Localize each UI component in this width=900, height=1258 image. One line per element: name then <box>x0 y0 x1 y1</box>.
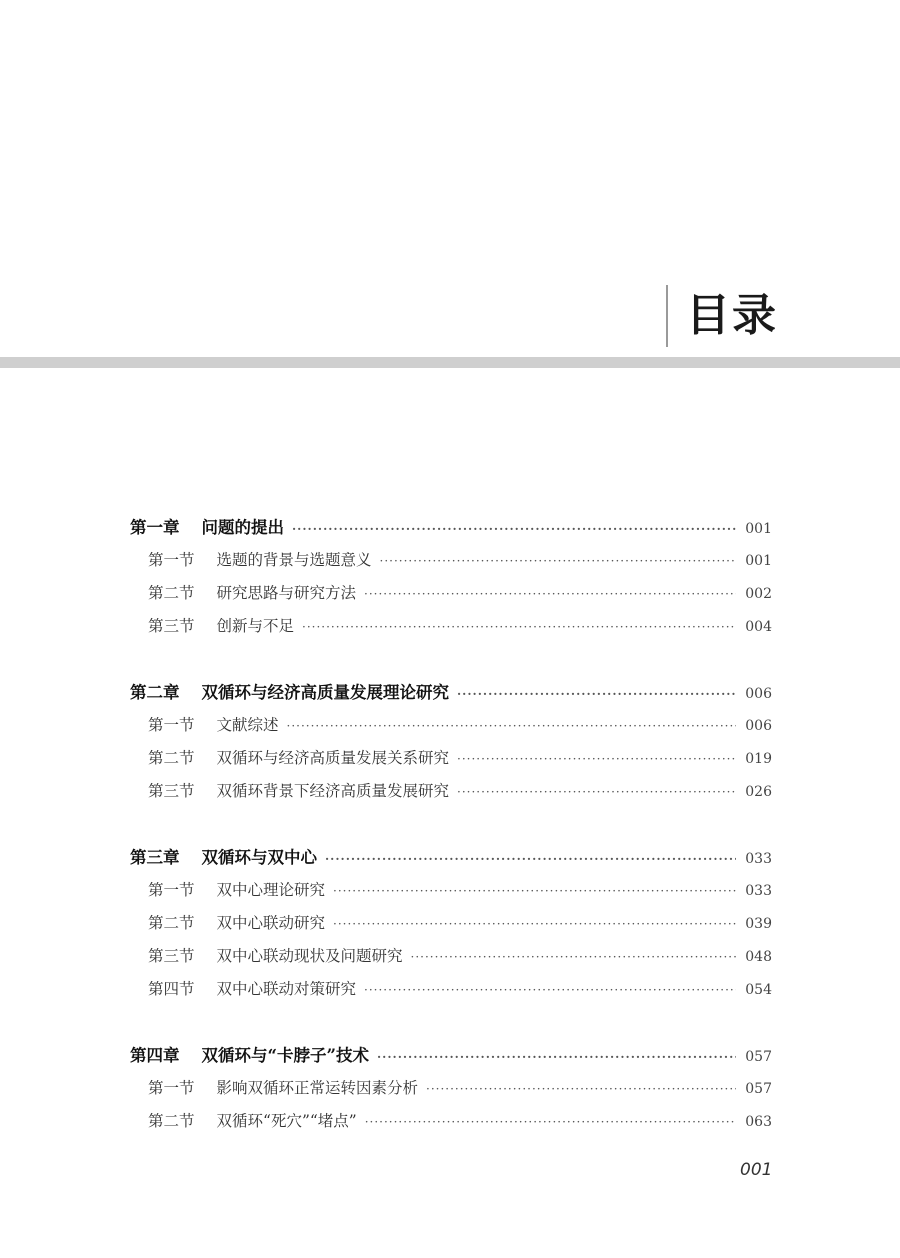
toc-section-3-3[interactable] <box>130 940 772 973</box>
dot-leader <box>411 941 736 974</box>
section-title: 双中心理论研究 <box>216 881 326 899</box>
section-page: 063 <box>745 1114 772 1130</box>
chapter-number: 第三章 <box>130 848 180 867</box>
toc-section-2-3[interactable] <box>130 775 772 808</box>
section-number: 第二节 <box>148 1112 195 1130</box>
dot-leader <box>364 974 736 1007</box>
chapter-title: 双循环与“卡脖子”技术 <box>201 1046 369 1065</box>
section-title: 文献综述 <box>216 716 279 734</box>
dot-leader <box>426 1073 736 1106</box>
section-number: 第一节 <box>148 1079 195 1097</box>
chapter-page: 057 <box>745 1049 772 1065</box>
dot-leader <box>325 843 736 876</box>
section-page: 039 <box>745 916 772 932</box>
section-title: 双循环“死穴”“堵点” <box>216 1112 357 1130</box>
dot-leader <box>333 908 736 941</box>
section-page: 001 <box>745 553 772 569</box>
chapter-number: 第一章 <box>130 518 180 537</box>
toc-chapter-3[interactable] <box>130 841 772 874</box>
toc-section-3-2[interactable] <box>130 907 772 940</box>
section-page: 004 <box>745 619 772 635</box>
section-page: 026 <box>745 784 772 800</box>
dot-leader <box>457 776 736 809</box>
section-title: 双中心联动研究 <box>216 914 326 932</box>
section-page: 054 <box>745 982 772 998</box>
chapter-number: 第二章 <box>130 683 180 702</box>
dot-leader <box>364 578 736 611</box>
section-page: 057 <box>745 1081 772 1097</box>
header-band <box>0 357 900 368</box>
section-title: 双中心联动对策研究 <box>216 980 357 998</box>
toc-section-2-1[interactable] <box>130 709 772 742</box>
chapter-page: 033 <box>745 851 772 867</box>
section-number: 第三节 <box>148 782 195 800</box>
chapter-page: 006 <box>745 686 772 702</box>
toc-chapter-2[interactable] <box>130 676 772 709</box>
dot-leader <box>292 513 736 546</box>
chapter-title: 问题的提出 <box>201 518 284 537</box>
section-page: 048 <box>745 949 772 965</box>
section-title: 双循环与经济高质量发展关系研究 <box>216 749 450 767</box>
section-title: 研究思路与研究方法 <box>216 584 357 602</box>
dot-leader <box>333 875 736 908</box>
toc-section-4-1[interactable] <box>130 1072 772 1105</box>
table-of-contents <box>130 511 772 1138</box>
dot-leader <box>457 743 736 776</box>
section-number: 第四节 <box>148 980 195 998</box>
dot-leader <box>287 710 736 743</box>
section-title: 创新与不足 <box>216 617 295 635</box>
chapter-title: 双循环与双中心 <box>201 848 317 867</box>
toc-section-1-3[interactable] <box>130 610 772 643</box>
page-title: 目录 <box>686 290 778 341</box>
toc-section-1-2[interactable] <box>130 577 772 610</box>
toc-section-4-2[interactable] <box>130 1105 772 1138</box>
section-title: 双中心联动现状及问题研究 <box>216 947 403 965</box>
section-number: 第三节 <box>148 947 195 965</box>
section-title: 影响双循环正常运转因素分析 <box>216 1079 419 1097</box>
section-number: 第一节 <box>148 716 195 734</box>
toc-section-1-1[interactable] <box>130 544 772 577</box>
dot-leader <box>302 611 736 644</box>
chapter-number: 第四章 <box>130 1046 180 1065</box>
toc-chapter-1[interactable] <box>130 511 772 544</box>
section-title: 双循环背景下经济高质量发展研究 <box>216 782 450 800</box>
section-number: 第二节 <box>148 749 195 767</box>
section-page: 002 <box>745 586 772 602</box>
section-title: 选题的背景与选题意义 <box>216 551 372 569</box>
section-number: 第三节 <box>148 617 195 635</box>
toc-section-2-2[interactable] <box>130 742 772 775</box>
section-page: 006 <box>745 718 772 734</box>
title-divider <box>666 285 668 347</box>
dot-leader <box>365 1106 736 1139</box>
toc-section-3-4[interactable] <box>130 973 772 1006</box>
dot-leader <box>457 678 736 711</box>
dot-leader <box>380 545 736 578</box>
section-page: 019 <box>745 751 772 767</box>
page-number: 001 <box>740 1160 773 1180</box>
chapter-page: 001 <box>745 521 772 537</box>
title-block <box>666 285 778 347</box>
section-number: 第二节 <box>148 584 195 602</box>
toc-section-3-1[interactable] <box>130 874 772 907</box>
section-number: 第二节 <box>148 914 195 932</box>
dot-leader <box>377 1041 736 1074</box>
section-number: 第一节 <box>148 551 195 569</box>
chapter-title: 双循环与经济高质量发展理论研究 <box>201 683 449 702</box>
section-number: 第一节 <box>148 881 195 899</box>
toc-chapter-4[interactable] <box>130 1039 772 1072</box>
section-page: 033 <box>745 883 772 899</box>
